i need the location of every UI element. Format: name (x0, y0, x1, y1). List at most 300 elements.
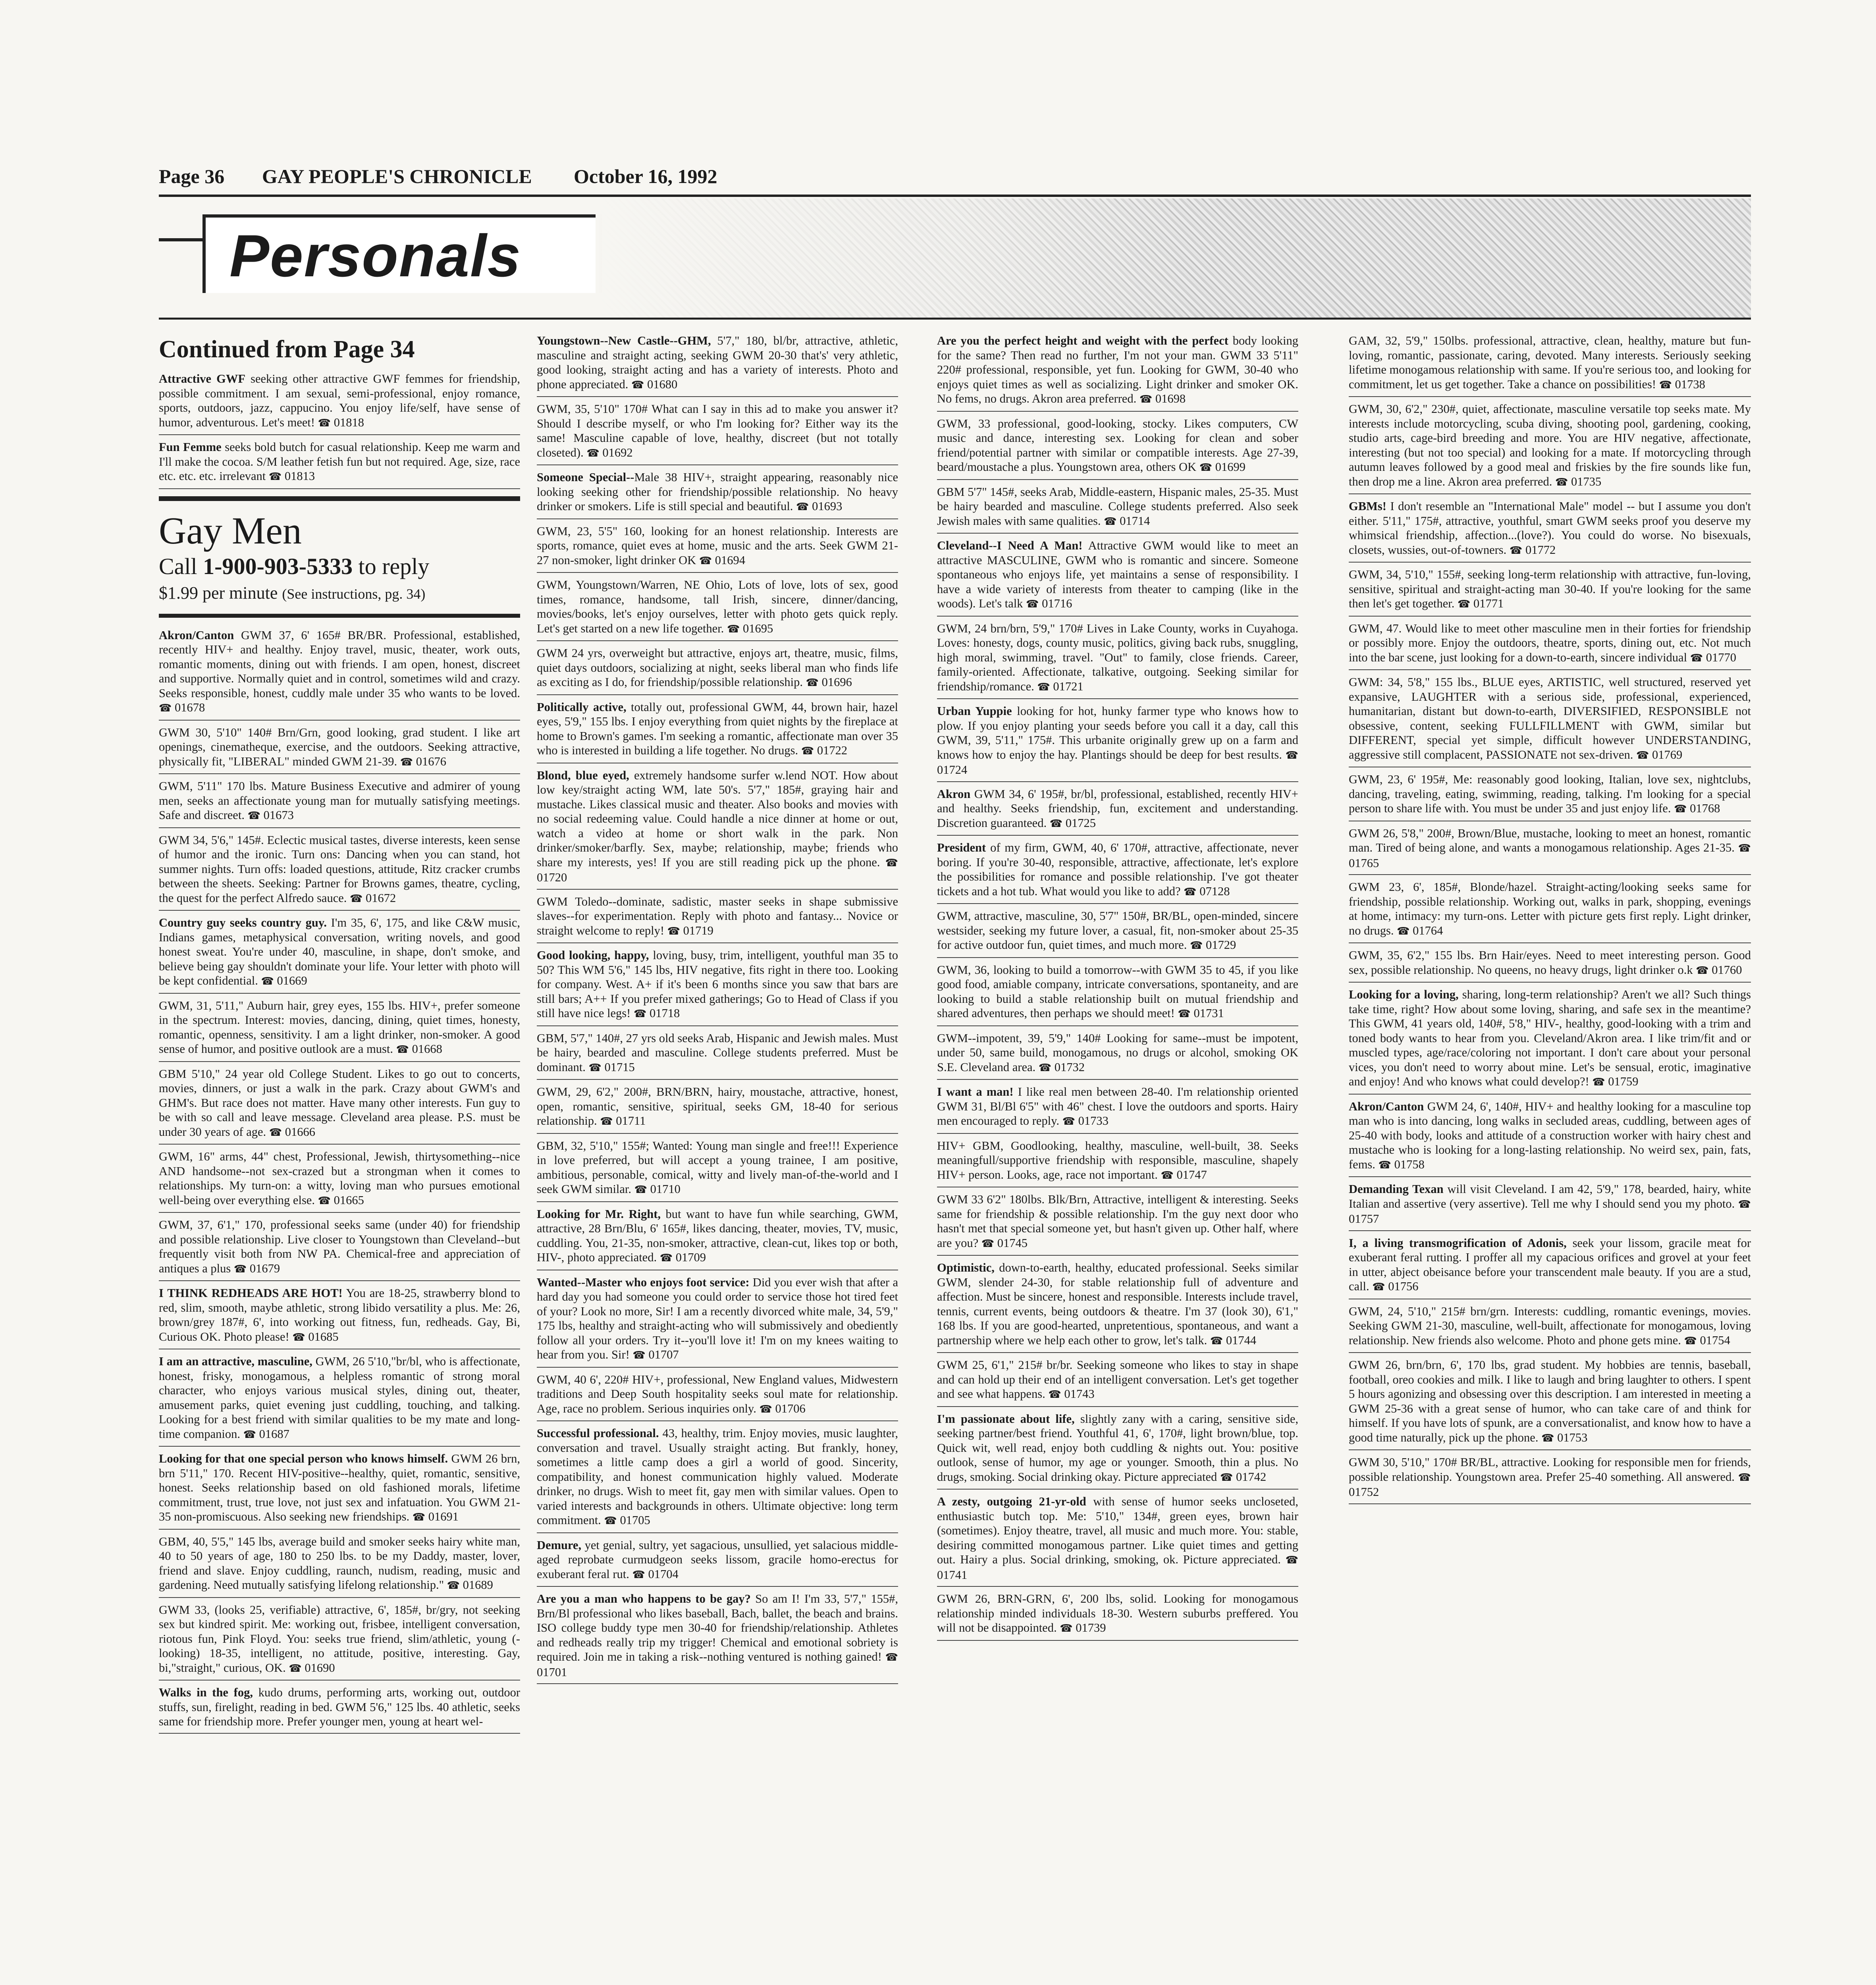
ad-body: GWM 25, 6'1," 215# br/br. Seeking someone who likes to stay in shape and can hold up their end of an intelligent conversation. Let's get together and see what happens. (937, 1358, 1298, 1401)
banner-tab-line (159, 238, 202, 241)
ad-code: 01720 (537, 871, 567, 884)
personal-ad (537, 1372, 898, 1422)
ad-code: 01765 (1349, 856, 1379, 870)
ad-list (1349, 333, 1751, 1504)
ad-body: GWM, 24 brn/brn, 5'9," 170# Lives in Lake County, works in Cuyahoga. Loves: honesty, dogs, county music, politics, giving back rubs, snuggling, high moral, swimming, travel. "Out" to family, close friends. Career, family-oriented. Affectionate, talkative, outgoing. Seeking similar for friendship/romance. (937, 621, 1298, 693)
personal-ad (159, 1286, 520, 1349)
ad-body: HIV+ GBM, Goodlooking, healthy, masculine, well-built, 38. Seeks meaningfull/supportive friendship with responsible, masculine, shapely HIV+ person. Looks, age, race not important. (937, 1139, 1298, 1181)
ad-body: body looking for the same? Then read no further, I'm not your man. GWM 33 5'11" 220# professional, responsible, yet fun. Looking for GWM, 30-40 who enjoys quiet times as well as socializing. Light drinker and smoker OK. No fems, no drugs. Akron area preferred. (937, 334, 1298, 405)
personal-ad (937, 963, 1298, 1026)
telephone-icon: ☎ (727, 623, 740, 635)
ad-body: down-to-earth, healthy, educated professional. Seeks similar GWM, slender 24-30, for stable relationship full of adventure and affection. Must be sincere, honest and responsible. Interests include travel, tennis, current events, being outdoors & theatre. I'm 37 (look 30), 6'1," 168 lbs. If you are good-hearted, unpretentious, spontaneous, and want a partnership where we help each other to grow, let's talk. (937, 1261, 1298, 1347)
ad-body: GBM, 40, 5'5," 145 lbs, average build and smoker seeks hairy white man, 40 to 50 years of age, 180 to 250 lbs. to be my Daddy, master, lover, friend and slave. Enjoy cuddling, raunch, nudism, reading, music and gardening. Need mutually satisfying lifelong relationship." (159, 1534, 520, 1592)
personal-ad (937, 909, 1298, 958)
telephone-icon: ☎ (1636, 749, 1649, 761)
telephone-icon: ☎ (885, 857, 898, 869)
ad-code: 01690 (305, 1661, 335, 1675)
ad-lead: Youngstown--New Castle--GHM, (537, 334, 711, 347)
personal-ad (1349, 1099, 1751, 1178)
ad-code: 01731 (1193, 1006, 1224, 1020)
personal-ad (1349, 826, 1751, 875)
telephone-icon: ☎ (447, 1580, 460, 1592)
ad-code: 01707 (648, 1348, 679, 1361)
ad-body: GWM, 30, 6'2," 230#, quiet, affectionate, masculine versatile top seeks mate. My interests include motorcycling, scuba diving, shooting pool, gardening, cooking, studio arts, cage-bird breeding and more. You are HIV negative, affectionate, interesting (but not too special) and looking for a mate. If motorcycling through autumn leaves followed by a good meal and friskies by the fire sounds like fun, then drop me a line. Akron area preferred. (1349, 402, 1751, 488)
telephone-icon: ☎ (1199, 462, 1213, 474)
ad-code: 01732 (1054, 1060, 1085, 1074)
telephone-icon: ☎ (604, 1515, 617, 1527)
ad-code: 01735 (1571, 474, 1602, 488)
ad-code: 01693 (812, 499, 843, 513)
ad-lead: Fun Femme (159, 440, 222, 454)
ad-body: will visit Cleveland. I am 42, 5'9," 178, bearded, hairy, white Italian and assertive (very assertive). Tell me why I should send you my photo. (1349, 1182, 1751, 1210)
ad-body: GAM, 32, 5'9," 150lbs. professional, attractive, clean, healthy, mature but fun-loving, romantic, passionate, caring, devoted. Many interests. Seriously seeking lifetime monogamous relationship with same. If you're serious too, and looking for commitment, let us get together. Take a chance on possibilities! (1349, 334, 1751, 391)
ad-body: You are 18-25, strawberry blond to red, slim, smooth, maybe athletic, strong libido versatility a plus. Me: 26, brown/grey 187#, 6', into working out fitness, fun, redheads. Gay, Bi, Curious OK. Photo please! (159, 1286, 520, 1343)
ad-body: GWM 26 brn, brn 5'11," 170. Recent HIV-positive--healthy, quiet, romantic, sensitive, honest. Seeks relationship based on old fashioned morals, lifetime commitment, trust, true love, not just sex and infatuation. You GWM 21-35 non-promiscuous. Also seeking new friendships. (159, 1452, 520, 1523)
telephone-icon: ☎ (350, 892, 363, 905)
top-ads (159, 372, 520, 489)
telephone-icon: ☎ (1038, 1062, 1052, 1074)
ad-code: 01743 (1064, 1387, 1095, 1401)
ad-code: 01769 (1652, 748, 1683, 761)
ad-code: 01813 (284, 469, 315, 483)
ad-code: 01699 (1215, 460, 1246, 474)
personal-ad (1349, 567, 1751, 617)
ad-body: GWM, 35, 5'10" 170# What can I say in this ad to make you answer it? Should I describe myself, or who I'm looking for? Either way its the same! Masculine capable of love, healthy, discreet (but not totally closeted). (537, 402, 898, 459)
ad-code: 01754 (1700, 1333, 1730, 1347)
telephone-icon: ☎ (1285, 749, 1299, 761)
telephone-icon: ☎ (1049, 817, 1063, 830)
ad-body: seeking other attractive GWF femmes for friendship, possible commitment. I am sexual, semi-professional, enjoy romance, sports, outdoors, jazz, cappucino. You enjoy life/self, have sense of humor, adventurous. Let's meet! (159, 372, 521, 429)
personal-ad (159, 915, 520, 994)
ad-code: 01719 (683, 923, 713, 937)
ad-code: 01680 (647, 377, 678, 391)
personal-ad (937, 704, 1298, 782)
ad-body: but want to have fun while searching, GWM, attractive, 28 Brn/Blu, 6' 165#, likes dancing, theater, movies, TV, music, cuddling. You, 21-35, non-smoker, attractive, clean-cut, likes top or both, HIV-, photo appreciated. (537, 1207, 898, 1264)
ad-code: 01679 (249, 1261, 280, 1275)
telephone-icon: ☎ (1541, 1432, 1554, 1444)
ad-body: GWM 24, 6', 140#, HIV+ and healthy looking for a masculine top man who is into dancing, long walks in secluded areas, cuddling, between ages of 25-40 with body, looks and attitude of a construction worker with hairy chest and mustache who is looking for a long-lasting relationship. No weird sex, pain, fats, fems. (1349, 1099, 1751, 1171)
personal-ad (159, 1603, 520, 1681)
personal-ad (537, 1085, 898, 1134)
telephone-icon: ☎ (1220, 1471, 1233, 1484)
personal-ad (937, 621, 1298, 700)
ad-body: GWM 26, brn/brn, 6', 170 lbs, grad student. My hobbies are tennis, baseball, football, oreo cookies and milk. I like to laugh and bring laughter to others. I spent 5 hours agonizing and obsessing over this description. I am interested in meeting a GWM 25-36 with a great sense of humor, who can take care of and think for himself. If you have lots of spunk, are a conversationalist, and know how to have a good time naturally, pick up the phone. (1349, 1358, 1751, 1444)
personal-ad (159, 1218, 520, 1281)
personal-ad (1349, 1358, 1751, 1450)
ad-body: sharing, long-term relationship? Aren't we all? Such things take time, right? How about some loving, sharing, and safe sex in the meantime? This GWM, 41 years old, 140#, 5'8," HIV-, healthy, good-looking with a trim and toned body wants to hear from you. Cleveland/Akron area. I like trim/fit and or muscled types, age/race/coloring not important. I don't care about your personal vices, you don't need to worry about mine. Let's be sensual, erotic, imaginative and enjoy! And who knows what could develop?! (1349, 988, 1751, 1088)
ad-code: 01742 (1236, 1470, 1267, 1484)
telephone-icon: ☎ (1048, 1389, 1061, 1401)
personal-ad (937, 1494, 1298, 1587)
personal-ad (159, 1354, 520, 1447)
personals-banner (159, 198, 1751, 320)
ad-body: GWM, 40 6', 220# HIV+, professional, New England values, Midwestern traditions and Deep South hospitality seeks soul mate for relationship. Age, race no problem. Serious inquiries only. (537, 1372, 898, 1415)
telephone-icon: ☎ (885, 1652, 898, 1663)
telephone-icon: ☎ (1659, 379, 1672, 391)
call-suffix: to reply (353, 553, 430, 579)
ad-lead: A zesty, outgoing 21-yr-old (937, 1495, 1086, 1508)
telephone-icon: ☎ (632, 1349, 646, 1361)
ad-lead: Good looking, happy, (537, 948, 649, 962)
telephone-icon: ☎ (1738, 842, 1751, 854)
ad-lead: Cleveland--I Need A Man! (937, 539, 1083, 552)
ad-code: 01758 (1394, 1157, 1425, 1171)
telephone-icon: ☎ (600, 1116, 613, 1127)
ad-lead: I'm passionate about life, (937, 1412, 1075, 1426)
personal-ad (937, 416, 1298, 480)
telephone-icon: ☎ (318, 417, 331, 429)
ad-code: 01747 (1176, 1168, 1207, 1181)
ad-body: GBM, 32, 5'10," 155#; Wanted: Young man single and free!!! Experience in love preferred, but will accept a young trainee, I am positive, ambitious, personable, comical, witty and lively man-of-the-world and I seek GWM similar. (537, 1139, 898, 1196)
ad-body: GWM, 34, 5'10," 155#, seeking long-term relationship with attractive, fun-loving, sensitive, spiritual and straight-acting man 30-40. If you're looking for the same then let's get together. (1349, 568, 1751, 610)
ad-body: GWM, 16" arms, 44" chest, Professional, Jewish, thirtysomething--nice AND handsome--not sex-crazed but a strongman when it comes to relationships. My turn-on: a witty, loving man who pursues emotional well-being over everything else. (159, 1150, 520, 1207)
ad-lead: Akron/Canton (1349, 1099, 1424, 1113)
personal-ad (537, 948, 898, 1026)
personal-ad (937, 1139, 1298, 1188)
ad-code: 01710 (650, 1182, 681, 1196)
phone-number: 1-900-903-5333 (203, 553, 353, 579)
ad-body: seeks bold butch for casual relationship. Keep me warm and I'll make the cocoa. S/M leather fetish fun but not required. Age, size, race etc. etc. etc. irrelevant (159, 440, 520, 483)
personal-ad (537, 402, 898, 465)
ad-code: 01770 (1706, 650, 1736, 664)
ad-body: GWM: 34, 5'8," 155 lbs., BLUE eyes, ARTISTIC, well structured, reserved yet expansive, LAUGHTER with a serious side, professional, experienced, humanitarian, distant but down-to-earth, DIVERSIFIED, RESPONSIBLE not obsessive, content, seeking FULLFILLMENT with GWM, similar but DIFFERENT, special yet simple, difficult however UNDERSTANDING, aggressive still complacent, PASSIONATE not sex-driven. (1349, 675, 1751, 761)
telephone-icon: ☎ (289, 1662, 302, 1675)
telephone-icon: ☎ (292, 1331, 305, 1343)
ad-body: GWM 33, (looks 25, verifiable) attractive, 6', 185#, br/gry, not seeking sex but kindred spirit. Me: working out, frisbee, intelligent conversation, riotous fun, Pink Floyd. You: seeks true friend, slim/athletic, young (-looking) 18-35, intelligent, no attitude, positive, interesting. Gay, bi,"straight," curious, OK. (159, 1603, 520, 1675)
personal-ad (537, 470, 898, 519)
telephone-icon: ☎ (1509, 544, 1523, 557)
ad-body: GWM, 23, 5'5" 160, looking for an honest relationship. Interests are sports, romance, quiet eves at home, music and the arts. Seek GWM 21-27 non-smoker, light drinker OK (537, 524, 898, 567)
ad-lead: Successful professional. (537, 1426, 659, 1440)
column-4 (1349, 333, 1751, 1509)
ad-body: 43, healthy, trim. Enjoy movies, music laughter, conversation and travel. Usually straight acting. But frankly, honey, sometimes a little camp does a girl a world of good. Sincerity, compatibility, and honest communication highly valued. Moderate drinker, no drugs. Wish to meet fit, gay men with similar values. Open to varied interests and backgrounds in others. Ultimate objective: long term commitment. (537, 1426, 898, 1527)
telephone-icon: ☎ (1555, 476, 1568, 488)
ad-body: GBM, 5'7," 140#, 27 yrs old seeks Arab, Hispanic and Jewish males. Must be hairy, bearded and masculine. College students preferred. Must be dominant. (537, 1031, 898, 1074)
ad-lead: Country guy seeks country guy. (159, 916, 327, 929)
ad-code: 01692 (602, 445, 633, 459)
personal-ad (937, 1358, 1298, 1407)
ad-lead: I THINK REDHEADS ARE HOT! (159, 1286, 343, 1300)
ad-code: 01738 (1675, 377, 1705, 391)
ad-body: GWM 33 6'2" 180lbs. Blk/Brn, Attractive, intelligent & interesting. Seeks same for friendship & possible relationship. I'm the guy next door who hasn't met that special someone yet, but hasn't given up. Other half, where are you? (937, 1193, 1298, 1250)
ad-list (937, 333, 1298, 1641)
gay-men-title: Gay Men (159, 509, 302, 552)
ad-body: GWM, 33 professional, good-looking, stocky. Likes computers, CW music and dance, interesting sex. Looking for clean and sober friend/potential partner with similar or compatible interests. Age 27-39, beard/moustache a plus. Youngstown area, others OK (937, 416, 1298, 474)
ad-body: GWM, 29, 6'2," 200#, BRN/BRN, hairy, moustache, attractive, honest, open, romantic, sensitive, spiritual, seeks GM, 18-40 for serious relationship. (537, 1085, 898, 1127)
telephone-icon: ☎ (1161, 1169, 1174, 1181)
ad-code: 01756 (1388, 1280, 1419, 1293)
ad-code: 01665 (334, 1193, 364, 1207)
banner-fade (596, 198, 1191, 318)
instructions: (See instructions, pg. 34) (282, 586, 426, 602)
telephone-icon: ☎ (1026, 598, 1039, 610)
ad-code: 01696 (821, 675, 852, 689)
ad-body: GWM, 23, 6' 195#, Me: reasonably good looking, Italian, love sex, nightclubs, dancing, traveling, eating, swimming, reading, talking. I'm looking for a special person to share life with. You must be under 35 and just enjoy life. (1349, 773, 1751, 815)
ad-code: 01709 (675, 1251, 706, 1264)
ad-body: Male 38 HIV+, straight appearing, reasonably nice looking seeking other for friendship/possible relationship. No heavy drinker or smokers. Life is still special and beautiful. (537, 470, 898, 513)
personal-ad (937, 1192, 1298, 1256)
ad-body: GWM, Youngstown/Warren, NE Ohio, Lots of love, lots of sex, good times, romance, handsome, tall Irish, sincere, dinner/dancing, movies/books, let's enjoy ourselves, letter with photo gets quick reply. Let's get started on a new life together. (537, 578, 898, 635)
ad-body: GWM--impotent, 39, 5'9," 140# Looking for same--must be impotent, under 50, same build, monogamous, no drugs or alcohol, smoking OK S.E. Cleveland area. (937, 1031, 1298, 1074)
telephone-icon: ☎ (243, 1428, 256, 1441)
ad-code: 01721 (1053, 679, 1084, 693)
telephone-icon: ☎ (586, 447, 600, 459)
ad-lead: Are you the perfect height and weight with the perfect (937, 334, 1228, 347)
telephone-icon: ☎ (233, 1263, 247, 1275)
ad-lead: Optimistic, (937, 1261, 995, 1274)
telephone-icon: ☎ (1184, 886, 1197, 898)
ad-code: 01722 (817, 744, 848, 757)
personal-ad (159, 1067, 520, 1145)
ad-code: 01739 (1076, 1621, 1106, 1634)
ad-code: 01741 (937, 1568, 968, 1582)
ad-code: 01694 (715, 553, 746, 567)
personal-ad (937, 1260, 1298, 1353)
ad-code: 01705 (620, 1513, 650, 1527)
personal-ad (159, 372, 520, 435)
ad-body: GWM, 36, looking to build a tomorrow--with GWM 35 to 45, if you like good food, amiable company, intricate conversations, spontaneity, and are looking to build a stable relationship built on mutual friendship and shared adventures, then perhaps we should meet! (937, 963, 1298, 1020)
call-line (159, 553, 520, 580)
personal-ad (937, 1031, 1298, 1080)
telephone-icon: ☎ (981, 1237, 995, 1250)
ad-body: loving, busy, trim, intelligent, youthful man 35 to 50? This WM 5'6," 145 lbs, HIV negative, fits right in there too. Looking for company. West. A+ if it's been 6 months since you saw that bars are still bars; A++ If you prefer mixed gatherings; Go to Head of Class if you still have nice legs! (537, 948, 898, 1020)
ad-code: 01706 (775, 1401, 806, 1415)
price: $1.99 per minute (159, 583, 278, 603)
ad-code: 01771 (1473, 597, 1504, 610)
ad-body: GWM 37, 6' 165# BR/BR. Professional, established, recently HIV+ and healthy. Enjoy travel, music, theater, work outs, romantic moments, dining out with friends. I am open, honest, discreet and supportive. Normally quiet and in control, sometimes wild and crazy. Seeks responsible, honest, cuddly male under 35 who wants to be loved. (159, 628, 520, 700)
personal-ad (159, 833, 520, 911)
ad-body: with sense of humor seeks uncloseted, enthusiastic butch top. Me: 5'10," 134#, green eyes, brown hair (sometimes). Enjoy theatre, travel, all music and much more. You: stable, desiring committed monogamous partner. Like quiet times and getting out. Hairy a plus. Social drinking, smoking, ok. Picture appreciated. (937, 1495, 1298, 1566)
personal-ad (159, 725, 520, 775)
personal-ad (537, 1426, 898, 1533)
ad-code: 01704 (648, 1567, 679, 1581)
ad-code: 01745 (997, 1236, 1028, 1250)
telephone-icon: ☎ (1690, 652, 1703, 664)
personal-ad (537, 894, 898, 944)
ad-body: I don't resemble an "International Male" model -- but I assume you don't either. 5'11," 175#, attractive, youthful, smart GWM seeks proof you deserve my whimsical friendship, affection...(love?). You could do worse. No bisexuals, closets, wussies, out-of-towners. (1349, 499, 1751, 557)
telephone-icon: ☎ (261, 975, 274, 987)
ad-lead: Blond, blue eyed, (537, 768, 629, 782)
ad-code: 01759 (1608, 1075, 1639, 1088)
ad-code: 01695 (742, 621, 773, 635)
personal-ad (1349, 880, 1751, 943)
personal-ad (937, 1592, 1298, 1641)
ad-code: 01666 (285, 1125, 316, 1139)
ad-lead: I want a man! (937, 1085, 1014, 1098)
ad-body: 5'7," 180, bl/br, attractive, athletic, masculine and straight acting, seeking GWM 20-30 that's' very athletic, good looking, straight acting and has a variety of interests. Photo and phone appreciated. (537, 334, 898, 391)
telephone-icon: ☎ (1738, 1198, 1751, 1210)
telephone-icon: ☎ (806, 677, 819, 689)
telephone-icon: ☎ (1684, 1335, 1697, 1347)
personal-ad (1349, 1304, 1751, 1353)
telephone-icon: ☎ (634, 1184, 648, 1196)
ad-code: 01818 (334, 415, 364, 429)
ad-body: GWM 30, 5'10," 170# BR/BL, attractive. Looking for responsible men for friends, possible relationship. Youngstown area. Prefer 25-40 something. All answered. (1349, 1455, 1751, 1484)
ad-body: GWM, 35, 6'2," 155 lbs. Brn Hair/eyes. Need to meet interesting person. Good sex, possible relationship. No queens, no heavy drugs, light drinker o.k (1349, 948, 1751, 977)
ad-body: GWM, 5'11" 170 lbs. Mature Business Executive and admirer of young men, seeks an affectionate young man for mutually satisfying meetings. Safe and discreet. (159, 779, 520, 822)
ad-body: GWM 26, 5'8," 200#, Brown/Blue, mustache, looking to meet an honest, romantic man. Tired of being alone, and wants a monogamous relationship. Ages 21-35. (1349, 826, 1751, 854)
personal-ad (537, 524, 898, 573)
ad-list (537, 333, 898, 1684)
telephone-icon: ☎ (1104, 515, 1117, 528)
personal-ad (1349, 1182, 1751, 1231)
telephone-icon: ☎ (801, 745, 814, 757)
telephone-icon: ☎ (1372, 1281, 1385, 1293)
telephone-icon: ☎ (1592, 1076, 1605, 1088)
personal-ad (937, 840, 1298, 904)
telephone-icon: ☎ (759, 1403, 772, 1415)
price-line (159, 582, 520, 618)
personal-ad (1349, 675, 1751, 767)
personal-ad (1349, 948, 1751, 983)
ad-code: 01752 (1349, 1485, 1379, 1499)
ad-body: GWM, 47. Would like to meet other masculine men in their forties for friendship or possibly more. Enjoy the outdoors, theatre, sports, dining out, etc. Not much into the bar scene, just looking for a down-to-earth, sincere individual (1349, 621, 1751, 664)
personal-ad (937, 1085, 1298, 1134)
ad-body: seek your lissom, gracile meat for exuberant feral rutting. I proffer all my capacious orifices and grovel at your feet in utter, abject obeisance before your transcendent male beauty. If you are a stud, call. (1349, 1236, 1751, 1293)
personal-ad (937, 538, 1298, 617)
personal-ad (537, 646, 898, 695)
ad-code: 01716 (1042, 597, 1072, 610)
paper-name: GAY PEOPLE'S CHRONICLE (262, 165, 532, 187)
personal-ad (1349, 402, 1751, 494)
ad-code: 01689 (463, 1578, 493, 1592)
ad-code: 01772 (1525, 543, 1556, 557)
telephone-icon: ☎ (318, 1195, 331, 1207)
telephone-icon: ☎ (1738, 1471, 1751, 1484)
telephone-icon: ☎ (1037, 681, 1050, 693)
telephone-icon: ☎ (400, 756, 413, 768)
ad-body: Did you ever wish that after a hard day you had someone you could order to service those hot tired feet of your? Look no more, Sir! I am a recently divorced white male, 34, 5'9," 175 lbs, healthy and straight-acting who will submissively and obediently follow all your orders. Try it--you'll love it! I'm on my knees waiting to hear from you. Sir! (537, 1275, 898, 1361)
telephone-icon: ☎ (1139, 393, 1153, 405)
ad-code: 01673 (263, 808, 294, 822)
telephone-icon: ☎ (247, 810, 260, 822)
personal-ad (937, 333, 1298, 412)
ad-body: GWM, attractive, masculine, 30, 5'7" 150#, BR/BL, open-minded, sincere westsider, seeking my future lover, a casual, fit, non-smoker about 25-35 for active outdoor fun, quiet times, and much more. (937, 909, 1298, 952)
ad-body: slightly zany with a caring, sensitive side, seeking partner/best friend. Youthful 41, 6', 170#, light brown/blue, top. Quick wit, well read, enjoy both cuddling & nights out. You: positive outlook, sense of humor, my age or younger. Smooth, thin a plus. No drugs, smoking. Social drinking okay. Picture appreciated (937, 1412, 1299, 1484)
ad-body: GWM, 26 5'10,"br/bl, who is affectionate, honest, frisky, monogamous, a helpless romantic of strong moral character, who enjoys various musical styles, dining out, theater, amusement parks, quiet evening just cuddling, touching, and talking. Looking for a best friend with similar qualities to be my mate and long-time companion. (159, 1355, 520, 1441)
personal-ad (1349, 621, 1751, 671)
ad-body: GBM 5'10," 24 year old College Student. Likes to go out to concerts, movies, dinners, or just a walk in the park. Crazy about GWM's and GHM's. But race does not matter. Have many other interests. Fun guy to be with so call and leave message. Cleveland area please. P.S. must be under 30 years of age. (159, 1067, 520, 1139)
personal-ad (537, 1207, 898, 1270)
ad-body: GWM 34, 5'6," 145#. Eclectic musical tastes, diverse interests, keen sense of humor and the ironic. Turn ons: Dancing when you can stand, hot summer nights. Turn offs: loaded questions, attitude, Ritz cracker crumbs between the sheets. Seeking: Partner for Browns games, theatre, cycling, the quest for the perfect Alfredo sauce. (159, 833, 520, 905)
telephone-icon: ☎ (1062, 1116, 1075, 1127)
ad-lead: Are you a man who happens to be gay? (537, 1592, 751, 1605)
ad-body: of my firm, GWM, 40, 6' 170#, attractive, affectionate, never boring. If you're 30-40, responsible, attractive, affectionate, let's explore the possibilities for romance and possible relationship. I've got theater tickets and a hot tub. What would you like to add? (937, 841, 1298, 898)
ad-body: GWM 34, 6' 195#, br/bl, professional, established, recently HIV+ and healthy. Seeks friendship, fun, excitement and understanding. Discretion guaranteed. (937, 787, 1298, 830)
banner-tab (202, 214, 602, 293)
personal-ad (159, 1149, 520, 1213)
ad-body: GWM 23, 6', 185#, Blonde/hazel. Straight-acting/looking seeks same for friendship, possible relationship. Working out, walks in park, shopping, evenings at home, intimacy: my turn-ons. Letter with picture gets first reply. Light drinker, no drugs. (1349, 880, 1751, 937)
telephone-icon: ☎ (269, 1126, 282, 1139)
telephone-icon: ☎ (1458, 598, 1471, 610)
telephone-icon: ☎ (588, 1062, 602, 1074)
telephone-icon: ☎ (1378, 1159, 1391, 1171)
ad-body: GWM, 31, 5'11," Auburn hair, grey eyes, 155 lbs. HIV+, prefer someone in the spectrum. Interest: movies, dancing, dining, quiet times, honesty, romantic, openness, sensitivity. I am a light drinker, non-smoker. A good sense of humor, and positive outlook are a must. (159, 998, 520, 1056)
ad-body: GWM 24 yrs, overweight but attractive, enjoys art, theatre, music, films, quiet days outdoors, socializing at night, seeks liberal man who finds life as exciting as I do, for friendship/possible relationship. (537, 646, 898, 689)
page-number: Page 36 (159, 165, 225, 187)
column-3 (937, 333, 1298, 1646)
personal-ad (537, 700, 898, 763)
ad-code: 01729 (1205, 938, 1236, 952)
telephone-icon: ☎ (667, 925, 681, 937)
ad-lead: Looking for that one special person who knows himself. (159, 1452, 448, 1465)
personal-ad (537, 1139, 898, 1202)
ad-code: 01764 (1413, 923, 1443, 937)
telephone-icon: ☎ (1190, 940, 1203, 952)
ad-lead: GBMs! (1349, 499, 1386, 513)
ad-code: 01672 (366, 891, 396, 905)
telephone-icon: ☎ (412, 1511, 426, 1523)
ad-lead: Akron (937, 787, 971, 801)
ad-body: GWM, 24, 5'10," 215# brn/grn. Interests: cuddling, romantic evenings, movies. Seeking GWM 21-30, masculine, well-built, affectionate for monogamous, loving relationship. New friends also welcome. Photo and phone gets mine. (1349, 1304, 1751, 1347)
ad-lead: President (937, 841, 986, 854)
personal-ad (937, 787, 1298, 836)
telephone-icon: ☎ (1285, 1554, 1299, 1566)
issue-date: October 16, 1992 (574, 165, 717, 187)
telephone-icon: ☎ (1210, 1335, 1223, 1347)
ad-lead: Akron/Canton (159, 628, 234, 642)
section-rule (159, 496, 520, 501)
ad-code: 01701 (537, 1665, 567, 1679)
telephone-icon: ☎ (632, 1569, 645, 1581)
ad-body: totally out, professional GWM, 44, brown hair, hazel eyes, 5'9," 155 lbs. I enjoy everything from quiet nights by the fireplace at home to Brown's games. I'm seeking a romantic, affectionate man over 35 who is interested in building a life together. No drugs. (537, 700, 898, 757)
ad-code: 01691 (428, 1510, 459, 1523)
ad-code: 07128 (1199, 884, 1230, 898)
telephone-icon: ☎ (631, 379, 644, 391)
ad-code: 01724 (937, 763, 968, 777)
telephone-icon: ☎ (659, 1252, 673, 1264)
ad-lead: Demanding Texan (1349, 1182, 1444, 1196)
personal-ad (159, 1685, 520, 1734)
ad-code: 01725 (1065, 816, 1096, 830)
ad-code: 01685 (308, 1330, 339, 1343)
ad-code: 01711 (616, 1114, 646, 1127)
ad-code: 01668 (412, 1042, 442, 1056)
personal-ad (159, 1534, 520, 1598)
ad-body: GWM 30, 5'10" 140# Brn/Grn, good looking, grad student. I like art openings, cinematheque, exercise, and the outdoors. Seeking attractive, physically fit, "LIBERAL" minded GWM 21-39. (159, 725, 520, 768)
section-banner-title: Personals (229, 222, 522, 289)
ad-code: 01698 (1155, 392, 1186, 405)
telephone-icon: ☎ (268, 471, 282, 483)
ad-lead: I, a living transmogrification of Adonis, (1349, 1236, 1567, 1250)
ad-body: Attractive GWM would like to meet an attractive MASCULINE, GWM who is romantic and sincere. Someone spontaneous who enjoys life, yet maintains a sense of responsibility. I have a wide variety of interests from theater to camping (like in the woods). Let's talk (937, 539, 1298, 610)
ad-lead: Someone Special-- (537, 470, 634, 484)
ad-code: 01714 (1120, 514, 1150, 528)
continued-from: Continued from Page 34 (159, 336, 415, 363)
personal-ad (159, 440, 520, 489)
ad-lead: Looking for a loving, (1349, 988, 1459, 1001)
personal-ad (537, 768, 898, 890)
ad-code: 01760 (1712, 963, 1742, 977)
ad-lead: Looking for Mr. Right, (537, 1207, 661, 1221)
ad-body: GWM 26, BRN-GRN, 6', 200 lbs, solid. Looking for monogamous relationship minded individuals 18-30. Western suburbs preffered. You will not be disappointed. (937, 1592, 1298, 1634)
ad-body: looking for hot, hunky farmer type who knows how to plow. If you enjoy planting your seeds before you call it a day, call this GWM, 39, 5'11," 175#. This urbanite originally grew up on a farm and knows how to enjoy the hay. Plantings should be deep for best results. (937, 704, 1299, 761)
telephone-icon: ☎ (633, 1008, 647, 1020)
ad-code: 01669 (277, 974, 307, 987)
personal-ad (537, 1592, 898, 1684)
telephone-icon: ☎ (1674, 803, 1687, 815)
column-2 (537, 333, 898, 1689)
ad-code: 01744 (1226, 1333, 1257, 1347)
ad-lead: Politically active, (537, 700, 627, 714)
ad-code: 01757 (1349, 1212, 1379, 1226)
personal-ad (537, 578, 898, 641)
telephone-icon: ☎ (396, 1044, 409, 1056)
ad-lead: I am an attractive, masculine, (159, 1355, 312, 1368)
ad-body: I'm 35, 6', 175, and like C&W music, Indians games, metaphysical conversation, writing novels, and good honest sweat. You're under 40, masculine, in shape, don't smoke, and believe being gay shouldn't dominate your life. Your letter with photo will be kept confidential. (159, 916, 520, 987)
personal-ad (537, 1031, 898, 1080)
personal-ad (937, 485, 1298, 534)
